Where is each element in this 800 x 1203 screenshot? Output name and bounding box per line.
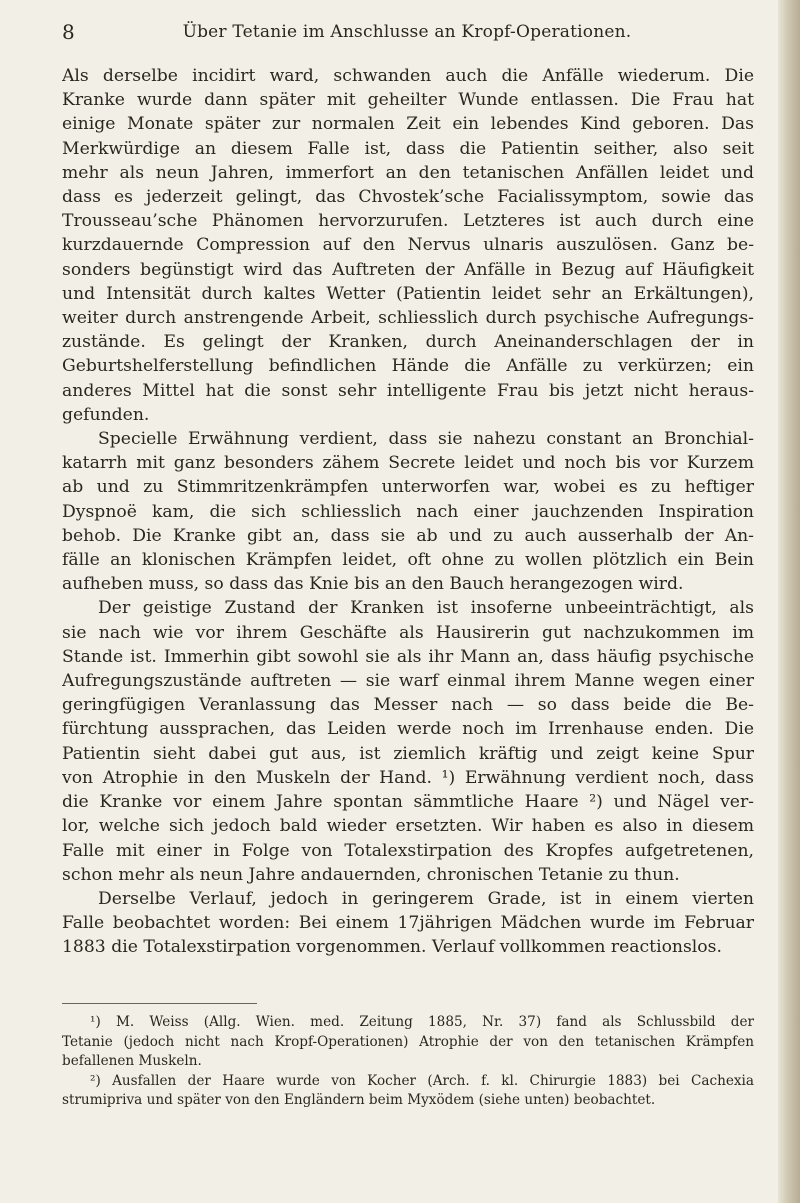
body-text [62,64,754,960]
text-line: Kranke wurde dann später mit geheilter Wunde entlassen. Die Frau hat [62,90,754,111]
text-line: behob. Die Kranke gibt an, dass sie ab und zu auch ausserhalb der An- [62,525,754,546]
text-line: Aufregungszustände auftreten — sie warf einmal ihrem Manne wegen einer [62,671,754,692]
text-line: Patientin sieht dabei gut aus, ist ziemlich kräftig und zeigt keine Spur [62,743,754,764]
text-line: Trousseau’sche Phänomen hervorzurufen. Letzteres ist auch durch eine [62,211,754,232]
text-line: lor, welche sich jedoch bald wieder ersetzten. Wir haben es also in diesem [62,816,754,837]
footnote-line: strumipriva und später von den Engländern beim Myxödem (siehe unten) beobachtet. [62,1092,656,1109]
text-line: Stande ist. Immerhin gibt sowohl sie als ihr Mann an, dass häufig psychische [62,646,754,667]
text-line: Als derselbe incidirt ward, schwanden auch die Anfälle wiederum. Die [62,66,754,86]
page-number: 8 [62,20,75,44]
footnote [62,1072,754,1111]
text-line: anderes Mittel hat die sonst sehr intelligente Frau bis jetzt nicht heraus- [62,380,754,401]
footnote [62,1013,754,1072]
text-line: geringfügigen Veranlassung das Messer nach — so dass beide die Be- [62,695,754,716]
text-line: 1883 die Totalexstirpation vorgenommen. Verlauf vollkommen reactionslos. [62,937,722,958]
text-line: zustände. Es gelingt der Kranken, durch Aneinanderschlagen der in [62,332,754,353]
text-line: katarrh mit ganz besonders zähem Secrete leidet und noch bis vor Kurzem [62,453,754,474]
paragraph [62,427,754,596]
footnote-line: ²) Ausfallen der Haare wurde von Kocher (Arch. f. kl. Chirurgie 1883) bei Cachexia [90,1072,754,1089]
text-line: Dyspnoë kam, die sich schliesslich nach einer jauchzenden Inspiration [62,501,754,522]
text-line: mehr als neun Jahren, immerfort an den tetanischen Anfällen leidet und [62,162,754,183]
text-line: aufheben muss, so dass das Knie bis an den Bauch herangezogen wird. [62,574,684,595]
text-line: Derselbe Verlauf, jedoch in geringerem Grade, ist in einem vierten [98,888,754,909]
running-head: Über Tetanie im Anschlusse an Kropf-Operationen. [182,22,632,42]
text-line: Geburtshelferstellung befindlichen Hände die Anfälle zu verkürzen; ein [62,356,754,377]
footnote-rule [62,1003,257,1004]
text-line: dass es jederzeit gelingt, das Chvostek’sche Facialissymptom, sowie das [62,187,754,208]
text-line: weiter durch anstrengende Arbeit, schliesslich durch psychische Aufregungs- [62,308,754,329]
text-line: sie nach wie vor ihrem Geschäfte als Hausirerin gut nachzukommen im [62,622,754,643]
footnote-line: befallenen Muskeln. [62,1053,202,1070]
paragraph [62,596,754,886]
text-line: Falle mit einer in Folge von Totalexstirpation des Kropfes aufgetretenen, [62,840,754,861]
footnote-line: ¹) M. Weiss (Allg. Wien. med. Zeitung 1885, Nr. 37) fand als Schlussbild der [90,1014,754,1030]
text-line: und Intensität durch kaltes Wetter (Patientin leidet sehr an Erkältungen), [62,283,754,304]
text-line: sonders begünstigt wird das Auftreten der Anfälle in Bezug auf Häufigkeit [62,259,754,280]
page-header [62,20,752,50]
paragraph [62,887,754,960]
paragraph [62,64,754,427]
text-line: Merkwürdige an diesem Falle ist, dass die Patientin seither, also seit [62,138,754,159]
text-line: ab und zu Stimmritzenkrämpfen unterworfen war, wobei es zu heftiger [62,477,754,498]
text-line: Der geistige Zustand der Kranken ist insoferne unbeeinträchtigt, als [98,598,754,619]
text-line: schon mehr als neun Jahre andauernden, chronischen Tetanie zu thun. [62,864,680,885]
text-line: Specielle Erwähnung verdient, dass sie nahezu constant an Bronchial- [98,429,754,450]
footnote-line: Tetanie (jedoch nicht nach Kropf-Operationen) Atrophie der von den tetanischen Krämpfen [62,1033,754,1050]
text-line: die Kranke vor einem Jahre spontan sämmtliche Haare ²) und Nägel ver- [62,792,754,813]
text-line: von Atrophie in den Muskeln der Hand. ¹) Erwähnung verdient noch, dass [62,767,754,788]
text-line: gefunden. [62,404,150,425]
text-line: fälle an klonischen Krämpfen leidet, oft ohne zu wollen plötzlich ein Bein [62,550,754,571]
text-line: Falle beobachtet worden: Bei einem 17jährigen Mädchen wurde im Februar [62,913,754,934]
text-line: fürchtung aussprachen, das Leiden werde noch im Irrenhause enden. Die [62,719,754,740]
text-line: einige Monate später zur normalen Zeit ein lebendes Kind geboren. Das [62,114,754,135]
footnotes [62,1013,754,1111]
text-line: kurzdauernde Compression auf den Nervus ulnaris auszulösen. Ganz be- [62,235,754,256]
book-spine-shadow [778,0,800,1203]
